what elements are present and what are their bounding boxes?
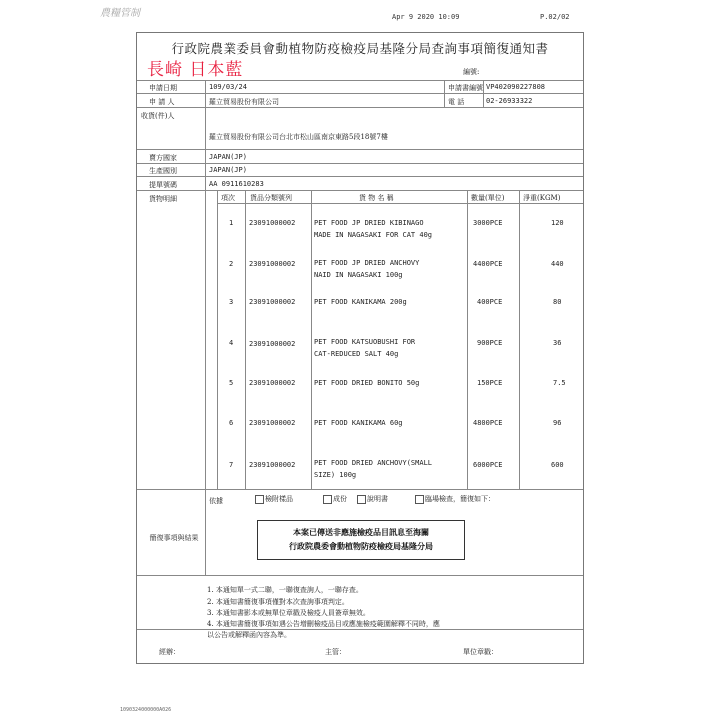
row6-weight: 96 [553,419,562,427]
customs-stamp [257,520,465,560]
phone-label: 電 話 [448,98,465,106]
checkbox-ingredients[interactable] [323,495,332,504]
bl-number-value: AA 0911610283 [209,180,264,188]
row6-name1: PET FOOD KANIKAMA 60g [314,419,403,427]
row4-name2: CAT-REDUCED SALT 40g [314,350,399,358]
row3-name1: PET FOOD KANIKAMA 200g [314,298,407,306]
bl-number-label: 提單號碼 [149,181,177,189]
application-no-value: VP402090227808 [486,83,546,91]
row5-qty: 150PCE [477,379,503,387]
row2-item: 2 [229,260,234,268]
handwritten-note: 長崎 日本藍 [147,60,244,80]
row6-qty: 4800PCE [473,419,503,427]
fax-date: Apr 9 2020 10:09 [392,13,460,21]
consignee-label: 收貨(件)人 [141,112,175,120]
application-date-label: 申請日期 [149,84,177,92]
row3-qty: 400PCE [477,298,503,306]
goods-label: 貨物明細 [149,195,177,203]
applicant-label: 申 請 人 [149,98,175,106]
stamp-line-2: 行政院農委會動植物防疫檢疫局基隆分局 [289,541,433,551]
document-title: 行政院農業委員會動植物防疫檢疫局基隆分局查詢事項簡復通知書 [171,41,549,56]
row2-qty: 4400PCE [473,260,503,268]
supervisor-signature: 主管： [325,648,346,656]
row3-code: 23091000002 [249,298,296,306]
row2-code: 23091000002 [249,260,296,268]
col-weight-header: 淨重(KGM) [523,194,561,202]
checkbox-manual[interactable] [357,495,366,504]
consignee-value: 羅立貿易股份有限公司台北市松山區南京東路5段18號7樓 [209,133,388,141]
row2-name1: PET FOOD JP DRIED ANCHOVY [314,259,420,267]
row3-weight: 80 [553,298,562,306]
row7-code: 23091000002 [249,461,296,469]
origin-country-value: JAPAN(JP) [209,166,247,174]
basis-option-sample[interactable]: 檢附樣品 [255,494,293,504]
note-5: 以公告或解釋函內容為準。 [207,631,291,639]
row1-qty: 3000PCE [473,219,503,227]
note-3: 3. 本通知書影本或無單位章戳及檢疫人員簽章無效。 [207,609,370,617]
row1-name2: MADE IN NAGASAKI FOR CAT 40g [314,231,433,239]
seller-country-label: 賣方國家 [149,154,177,162]
row1-name1: PET FOOD JP DRIED KIBINAGO [314,219,424,227]
row7-name1: PET FOOD DRIED ANCHOVY(SMALL [314,459,433,467]
col-qty-header: 數量(單位) [471,194,505,202]
row5-code: 23091000002 [249,379,296,387]
row7-name2: SIZE) 100g [314,471,357,479]
row5-item: 5 [229,379,234,387]
notification-form [136,32,584,664]
row4-item: 4 [229,339,234,347]
row4-name1: PET FOOD KATSUOBUSHI FOR [314,338,416,346]
checkbox-inspection[interactable] [415,495,424,504]
origin-country-label: 生產國別 [149,167,177,175]
application-no-label: 申請書編號 [448,84,483,92]
handler-signature: 經辦： [159,648,180,656]
row5-weight: 7.5 [553,379,566,387]
row6-item: 6 [229,419,234,427]
basis-label: 依據 [209,497,223,505]
row4-code: 23091000002 [249,340,296,348]
note-2: 2. 本通知書簡復事項僅對本次查詢事項判定。 [207,598,349,606]
row6-code: 23091000002 [249,419,296,427]
number-label: 編號: [463,68,480,76]
unit-stamp-signature: 單位章戳： [463,648,498,656]
row1-code: 23091000002 [249,219,296,227]
application-date-value: 109/03/24 [209,83,247,91]
reply-label: 簡復事項與結果 [149,534,199,542]
footer-code: 1090324000000A026 [120,707,172,713]
stamp-line-1: 本案已傳送非應施檢疫品目訊息至海關 [293,527,429,537]
row2-name2: NAID IN NAGASAKI 100g [314,271,403,279]
row7-item: 7 [229,461,234,469]
row5-name1: PET FOOD DRIED BONITO 50g [314,379,420,387]
fax-page: P.02/02 [540,13,570,21]
basis-option-ingredients[interactable]: 成份 [323,494,347,504]
col-code-header: 貨品分類號列 [250,194,292,202]
corner-stamp: 農糧管制 [100,8,140,19]
basis-option-inspection[interactable]: 臨場檢查，簡復如下： [415,494,495,504]
col-name-header: 貨 物 名 稱 [359,194,394,202]
row4-weight: 36 [553,339,562,347]
phone-value: 02-26933322 [486,97,533,105]
basis-option-manual[interactable]: 說明書 [357,494,388,504]
note-1: 1. 本通知單一式二聯，一聯復查詢人，一聯存查。 [207,586,363,594]
row7-weight: 600 [551,461,564,469]
row7-qty: 6000PCE [473,461,503,469]
row1-weight: 120 [551,219,564,227]
applicant-value: 羅立貿易股份有限公司 [209,98,279,106]
checkbox-sample[interactable] [255,495,264,504]
row2-weight: 440 [551,260,564,268]
row1-item: 1 [229,219,234,227]
row4-qty: 900PCE [477,339,503,347]
seller-country-value: JAPAN(JP) [209,153,247,161]
row3-item: 3 [229,298,234,306]
col-item-header: 項次 [221,194,235,202]
note-4: 4. 本通知書簡復事項如遇公告增刪檢疫品目或應施檢疫範圍解釋不同時，應 [207,620,440,628]
